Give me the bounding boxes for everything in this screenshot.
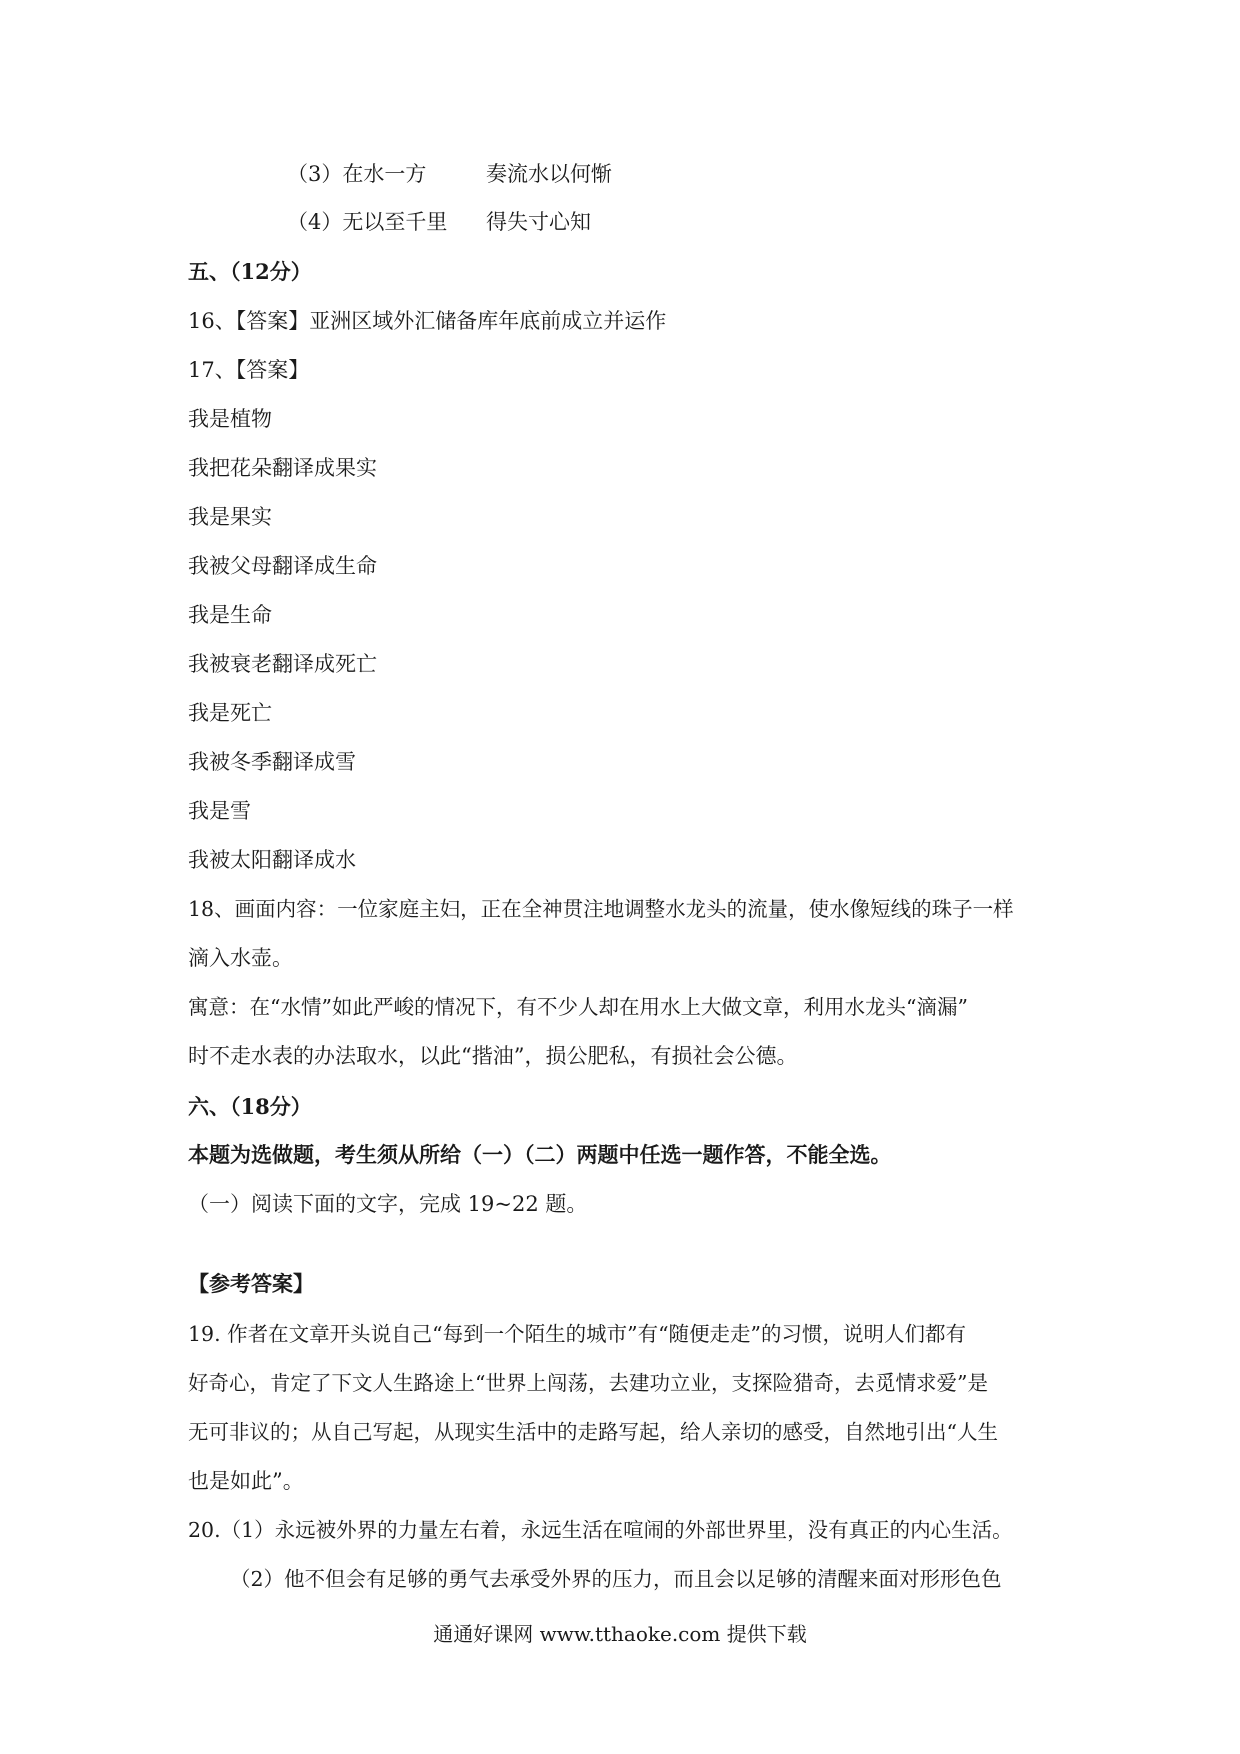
pair-3-right: 奏流水以何惭	[486, 162, 612, 186]
pair-3-left: （3）在水一方	[287, 162, 427, 186]
pair-4-right: 得失寸心知	[486, 210, 591, 234]
section-5-heading: 五、（12分）	[188, 259, 312, 284]
answer-19-line: 19. 作者在文章开头说自己“每到一个陌生的城市”有“随便走走”的习惯，说明人们都有	[188, 1322, 967, 1346]
answer-18-line: 寓意：在“水情”如此严峻的情况下，有不少人却在用水上大做文章，利用水龙头“滴漏”	[188, 995, 968, 1019]
poem-line: 我被冬季翻译成雪	[188, 750, 356, 774]
answer-20-2: （2）他不但会有足够的勇气去承受外界的压力，而且会以足够的清醒来面对形形色色	[230, 1567, 1002, 1591]
answer-18-line: 滴入水壶。	[188, 946, 293, 970]
answer-17-label: 17、【答案】	[188, 358, 310, 382]
poem-line: 我把花朵翻译成果实	[188, 456, 377, 480]
poem-line: 我是果实	[188, 505, 272, 529]
poem-line: 我被衰老翻译成死亡	[188, 652, 377, 676]
pair-4-left: （4）无以至千里	[287, 210, 448, 234]
answer-19-line: 无可非议的；从自己写起，从现实生活中的走路写起，给人亲切的感受，自然地引出“人生	[188, 1420, 998, 1444]
poem-line: 我是生命	[188, 603, 272, 627]
poem-line: 我被父母翻译成生命	[188, 554, 377, 578]
answer-20-1: 20.（1）永远被外界的力量左右着，永远生活在喧闹的外部世界里，没有真正的内心生活。	[188, 1518, 1013, 1542]
page-footer: 通通好课网 www.tthaoke.com 提供下载	[433, 1622, 807, 1646]
section-6-instruction: 本题为选做题，考生须从所给（一）（二）两题中任选一题作答，不能全选。	[188, 1142, 892, 1167]
answer-19-line: 好奇心，肯定了下文人生路途上“世界上闯荡，去建功立业，支探险猎奇，去觅情求爱”是	[188, 1371, 988, 1395]
poem-line: 我是雪	[188, 799, 251, 823]
section-6-heading: 六、（18分）	[188, 1094, 312, 1119]
answer-18-line: 18、画面内容：一位家庭主妇，正在全神贯注地调整水龙头的流量，使水像短线的珠子一样	[188, 897, 1014, 921]
part-1-intro: （一）阅读下面的文字，完成 19~22 题。	[188, 1192, 588, 1216]
poem-line: 我是植物	[188, 407, 272, 431]
poem-line: 我被太阳翻译成水	[188, 848, 356, 872]
answer-16: 16、【答案】亚洲区域外汇储备库年底前成立并运作	[188, 309, 667, 333]
reference-answer-heading: 【参考答案】	[188, 1271, 314, 1296]
poem-line: 我是死亡	[188, 701, 272, 725]
answer-18-line: 时不走水表的办法取水，以此“揩油”，损公肥私，有损社会公德。	[188, 1044, 798, 1068]
answer-19-line: 也是如此”。	[188, 1469, 304, 1493]
